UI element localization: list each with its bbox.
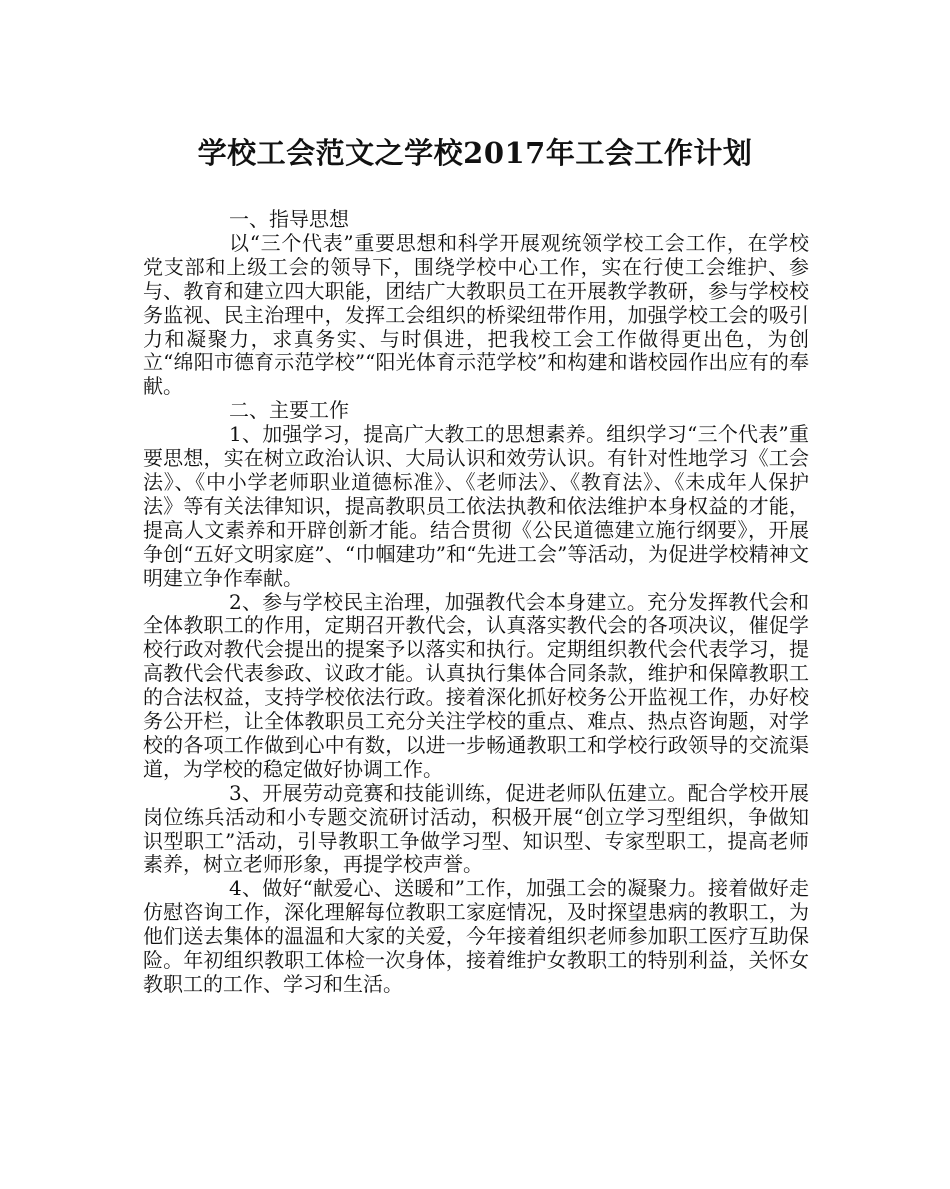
document-title: 学校工会范文之学校2017年工会工作计划 [197, 136, 753, 170]
document-body [143, 208, 809, 997]
section-heading: 二、主要工作 [229, 398, 349, 423]
paragraph: 2、参与学校民主治理，加强教代会本身建立。充分发挥教代会和全体教职工的作用，定期召开教代会，认真落实教代会的各项决议，催促学校行政对教代会提出的提案予以落实和执行。定期组织教代会代表学习，提高教代会代表参政、议政才能。认真执行集体合同条款，维护和保障教职工的合法权益，支持学校依法行政。接着深化抓好校务公开监视工作，办好校务公开栏，让全体教职员工充分关注学校的重点、难点、热点咨询题，对学校的各项工作做到心中有数，以进一步畅通教职工和学校行政领导的交流渠道，为学校的稳定做好协调工作。 [143, 589, 809, 781]
paragraph: 4、做好“献爱心、送暖和”工作，加强工会的凝聚力。接着做好走仿慰咨询工作，深化理解每位教职工家庭情况，及时探望患病的教职工，为他们送去集体的温温和大家的关爱，今年接着组织老师参加职工医疗互助保险。年初组织教职工体检一次身体，接着维护女教职工的特别利益，关怀女教职工的工作、学习和生活。 [143, 876, 809, 996]
section-heading: 一、指导思想 [229, 207, 349, 231]
paragraph: 1、加强学习，提高广大教工的思想素养。组织学习“三个代表”重要思想，实在树立政治认识、大局认识和效劳认识。有针对性地学习《工会法》、《中小学老师职业道德标准》、《老师法》、《教育法》、《未成年人保护法》等有关法律知识，提高教职员工依法执教和依法维护本身权益的才能，提高人文素养和开辟创新才能。结合贯彻《公民道德建立施行纲要》，开展争创“五好文明家庭”、“巾帼建功”和“先进工会”等活动，为促进学校精神文明建立争作奉献。 [143, 422, 809, 590]
paragraph: 以“三个代表”重要思想和科学开展观统领学校工会工作，在学校党支部和上级工会的领导下，围绕学校中心工作，实在行使工会维护、参与、教育和建立四大职能，团结广大教职员工在开展教学教研，参与学校校务监视、民主治理中，发挥工会组织的桥梁纽带作用，加强学校工会的吸引力和凝聚力，求真务实、与时俱进，把我校工会工作做得更出色，为创立“绵阳市德育示范学校”“阳光体育示范学校”和构建和谐校园作出应有的奉献。 [143, 230, 809, 399]
paragraph: 3、开展劳动竞赛和技能训练，促进老师队伍建立。配合学校开展岗位练兵活动和小专题交流研讨活动，积极开展“创立学习型组织，争做知识型职工”活动，引导教职工争做学习型、知识型、专家型职工，提高老师素养，树立老师形象，再提学校声誉。 [143, 780, 809, 877]
